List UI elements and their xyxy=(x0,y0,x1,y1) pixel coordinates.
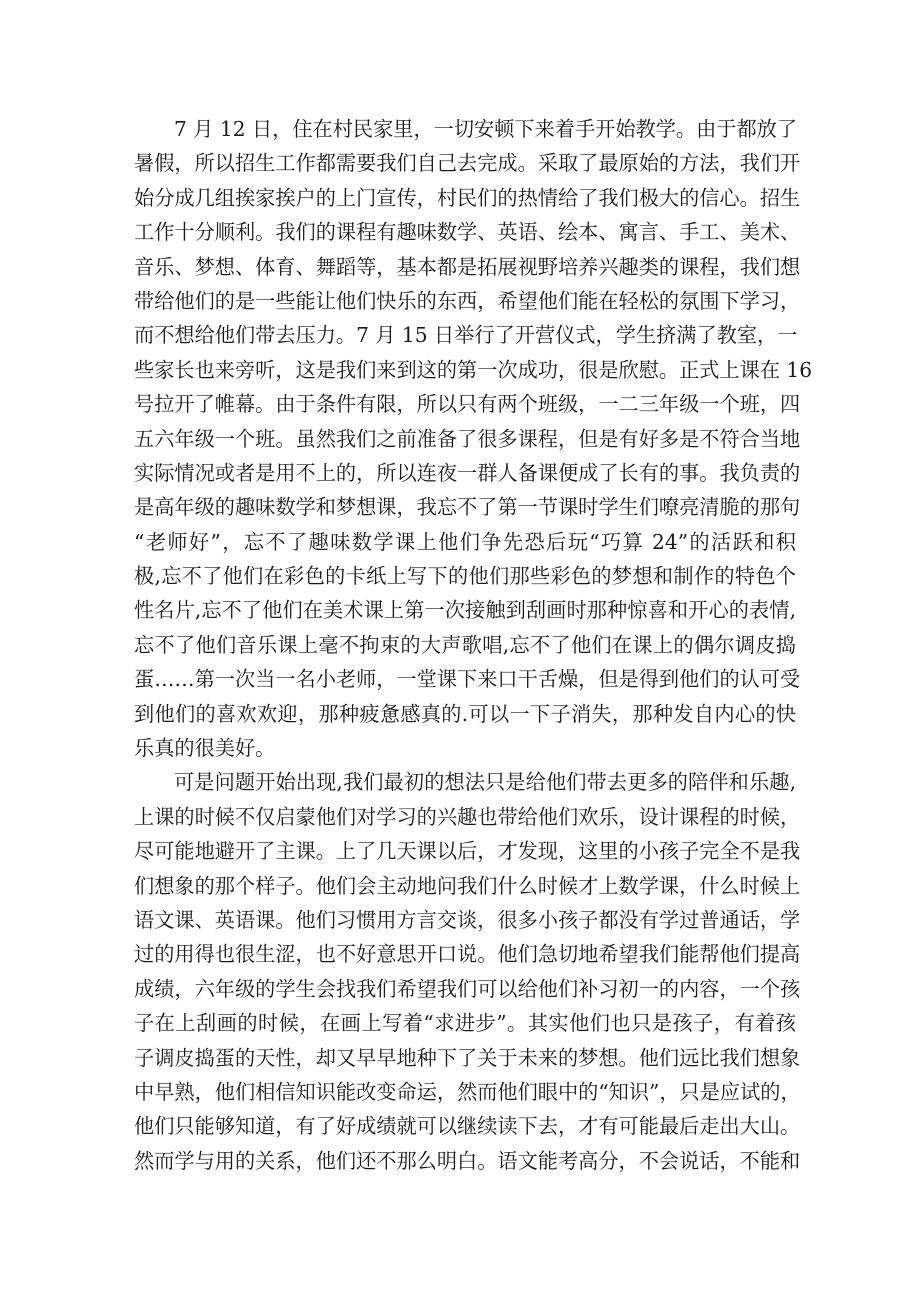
text-line: 音乐、梦想、体育、舞蹈等，基本都是拓展视野培养兴趣类的课程，我们想 xyxy=(134,254,801,279)
text-line: 始分成几组挨家挨户的上门宣传，村民们的热情给了我们极大的信心。招生 xyxy=(134,185,801,210)
text-line: 们想象的那个样子。他们会主动地问我们什么时候才上数学课，什么时候上 xyxy=(134,873,801,898)
text-line: 而不想给他们带去压力。7 月 15 日举行了开营仪式，学生挤满了教室，一 xyxy=(134,323,798,348)
text-line: 工作十分顺利。我们的课程有趣味数学、英语、绘本、寓言、手工、美术、 xyxy=(134,220,801,245)
text-line: 上课的时候不仅启蒙他们对学习的兴趣也带给他们欢乐，设计课程的时候， xyxy=(134,804,801,829)
text-line: 到他们的喜欢欢迎，那种疲惫感真的.可以一下子消失，那种发自内心的快 xyxy=(134,701,796,726)
text-line: “老师好”，忘不了趣味数学课上他们争先恐后玩“巧算 24”的活跃和积 xyxy=(134,529,796,554)
text-line: 极,忘不了他们在彩色的卡纸上写下的他们那些彩色的梦想和制作的特色个 xyxy=(134,564,796,589)
text-line: 中早熟，他们相信知识能改变命运，然而他们眼中的“知识”，只是应试的， xyxy=(134,1079,801,1104)
text-line: 成绩，六年级的学生会找我们希望我们可以给他们补习初一的内容，一个孩 xyxy=(134,976,801,1001)
text-line: 尽可能地避开了主课。上了几天课以后，才发现，这里的小孩子完全不是我 xyxy=(134,839,801,864)
text-line: 暑假，所以招生工作都需要我们自己去完成。采取了最原始的方法，我们开 xyxy=(134,151,801,176)
text-line: 过的用得也很生涩，也不好意思开口说。他们急切地希望我们能帮他们提高 xyxy=(134,942,801,967)
text-line: 子在上刮画的时候，在画上写着“求进步”。其实他们也只是孩子，有着孩 xyxy=(134,1011,796,1036)
text-line: 可是问题开始出现,我们最初的想法只是给他们带去更多的陪伴和乐趣, xyxy=(174,770,796,795)
text-line: 些家长也来旁听，这是我们来到这的第一次成功，很是欣慰。正式上课在 16 xyxy=(134,357,813,382)
paragraph-2 xyxy=(134,765,801,1178)
text-line: 实际情况或者是用不上的，所以连夜一群人备课便成了长有的事。我负责的 xyxy=(134,460,801,485)
text-line: 带给他们的是一些能让他们快乐的东西，希望他们能在轻松的氛围下学习， xyxy=(134,288,801,313)
text-line: 忘不了他们音乐课上毫不拘束的大声歌唱,忘不了他们在课上的偶尔调皮捣 xyxy=(134,632,796,657)
text-line: 7 月 12 日，住在村民家里，一切安顿下来着手开始教学。由于都放了 xyxy=(174,117,798,141)
text-line: 语文课、英语课。他们习惯用方言交谈，很多小孩子都没有学过普通话，学 xyxy=(134,907,801,932)
document-body xyxy=(134,112,813,1178)
text-line: 乐真的很美好。 xyxy=(134,736,276,761)
text-line: 他们只能够知道，有了好成绩就可以继续读下去，才有可能最后走出大山。 xyxy=(134,1114,801,1139)
paragraph-1 xyxy=(134,112,813,765)
text-line: 性名片,忘不了他们在美术课上第一次接触到刮画时那种惊喜和开心的表情, xyxy=(134,598,796,623)
text-line: 五六年级一个班。虽然我们之前准备了很多课程，但是有好多是不符合当地 xyxy=(134,426,801,451)
text-line: 号拉开了帷幕。由于条件有限，所以只有两个班级，一二三年级一个班，四 xyxy=(134,392,801,417)
text-line: 子调皮捣蛋的天性，却又早早地种下了关于未来的梦想。他们远比我们想象 xyxy=(134,1045,801,1070)
text-line: 是高年级的趣味数学和梦想课，我忘不了第一节课时学生们嘹亮清脆的那句 xyxy=(134,495,801,520)
text-line: 然而学与用的关系，他们还不那么明白。语文能考高分，不会说话，不能和 xyxy=(134,1148,801,1173)
text-line: 蛋……第一次当一名小老师，一堂课下来口干舌燥，但是得到他们的认可受 xyxy=(134,667,801,692)
